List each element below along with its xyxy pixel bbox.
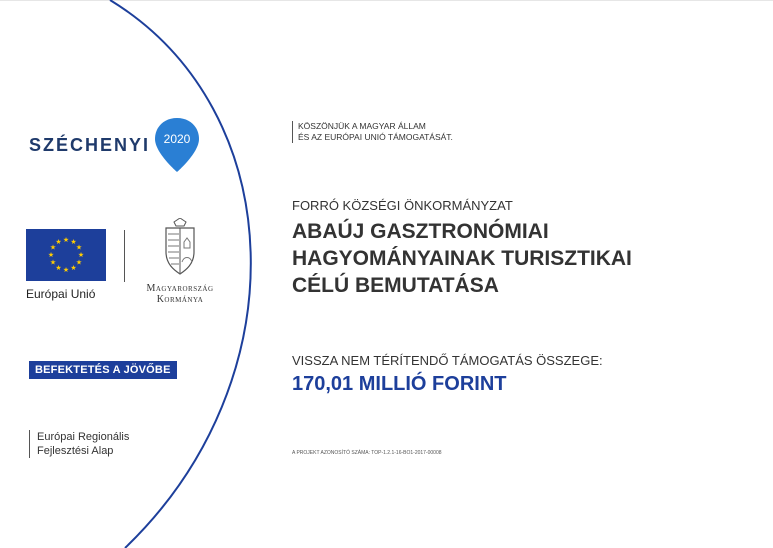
- eu-flag-icon: [26, 229, 106, 281]
- hungarian-government-logo: [130, 218, 230, 305]
- svg-text:★: ★: [70, 238, 77, 246]
- fund-name-line1: Európai Regionális: [37, 431, 130, 443]
- svg-text:★: ★: [49, 258, 57, 267]
- svg-text:★: ★: [75, 258, 83, 267]
- project-title-line3: CÉLÚ BEMUTATÁSA: [292, 274, 499, 297]
- svg-text:★: ★: [77, 251, 85, 259]
- svg-text:★: ★: [55, 264, 62, 272]
- project-title-line2: HAGYOMÁNYAINAK TURISZTIKAI: [292, 247, 632, 270]
- fund-name: [29, 430, 129, 458]
- svg-text:★: ★: [62, 266, 70, 274]
- svg-text:★: ★: [62, 236, 70, 244]
- eu-logo: [26, 229, 106, 301]
- svg-text:★: ★: [70, 264, 77, 272]
- thanks-line2: ÉS AZ EURÓPAI UNIÓ TÁMOGATÁSÁT.: [298, 132, 453, 142]
- beneficiary-name: FORRÓ KÖZSÉGI ÖNKORMÁNYZAT: [292, 198, 513, 213]
- project-title: [292, 218, 632, 299]
- szechenyi-name: SZÉCHENYI: [29, 134, 151, 155]
- slogan-badge: BEFEKTETÉS A JÖVŐBE: [29, 361, 177, 379]
- fund-name-line2: Fejlesztési Alap: [37, 445, 114, 457]
- project-title-line1: ABAÚJ GASZTRONÓMIAI: [292, 220, 549, 243]
- support-amount-value: 170,01 MILLIÓ FORINT: [292, 373, 507, 395]
- thanks-note: [292, 121, 453, 143]
- logo-divider: [124, 230, 125, 282]
- thanks-line1: KÖSZÖNJÜK A MAGYAR ÁLLAM: [298, 121, 426, 131]
- svg-text:★: ★: [47, 251, 55, 259]
- szechenyi-logo: [29, 116, 201, 174]
- svg-text:★: ★: [55, 238, 62, 246]
- coat-of-arms-icon: [162, 218, 198, 276]
- government-label-line1: Magyarország: [146, 283, 214, 294]
- location-pin-icon: [153, 116, 201, 174]
- government-label-line2: Kormánya: [156, 294, 204, 305]
- support-amount-label: VISSZA NEM TÉRÍTENDŐ TÁMOGATÁS ÖSSZEGE:: [292, 353, 603, 368]
- szechenyi-year: 2020: [163, 132, 191, 146]
- eu-flag-label: Európai Unió: [26, 287, 96, 301]
- svg-text:★: ★: [49, 243, 57, 252]
- svg-text:★: ★: [75, 243, 83, 252]
- project-id: A PROJEKT AZONOSÍTÓ SZÁMA: TOP-1.2.1-16-BO1-2017-00008: [292, 450, 442, 456]
